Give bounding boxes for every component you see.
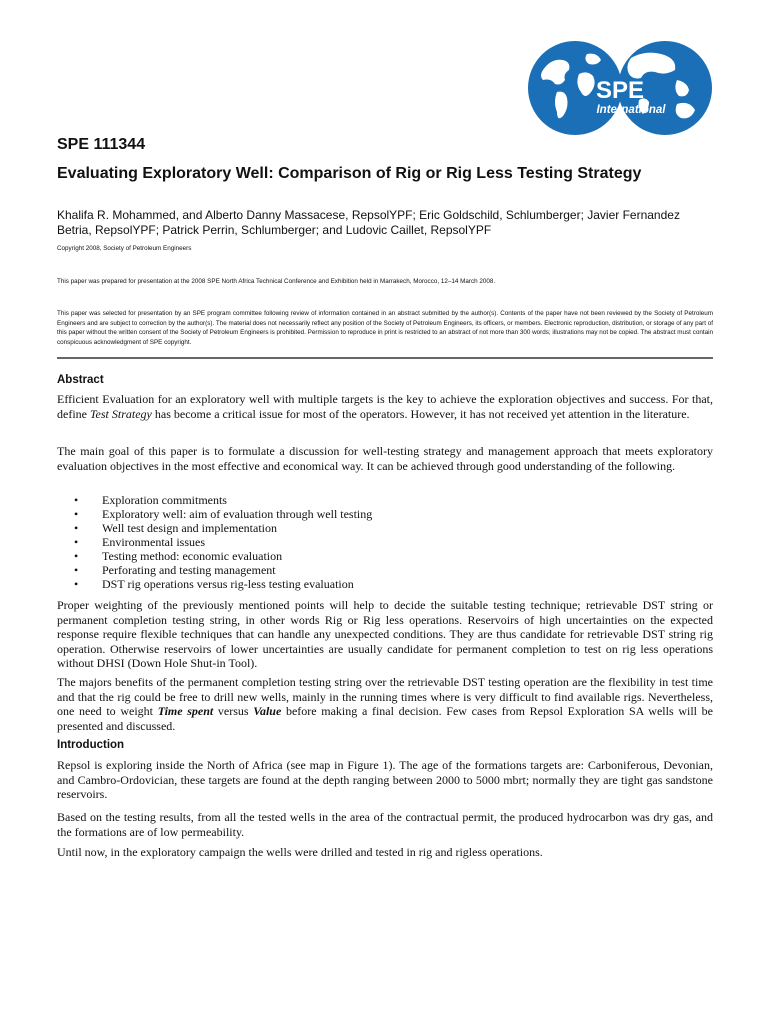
bullet-icon: •	[74, 549, 79, 563]
abstract-p4-text-e: before making a final decision. Few cases from Repsol Exploration SA wells will be presented and discussed.	[57, 704, 713, 733]
list-item	[70, 507, 372, 521]
abstract-paragraph-4	[57, 675, 713, 733]
list-item	[70, 563, 372, 577]
logo-spe-text: SPE	[595, 77, 645, 104]
abstract-heading: Abstract	[57, 374, 104, 386]
paper-title: Evaluating Exploratory Well: Comparison of Rig or Rig Less Testing Strategy	[57, 165, 642, 182]
list-item-text: Perforating and testing management	[102, 563, 276, 577]
abstract-paragraph-1	[57, 392, 713, 421]
spe-international-logo	[527, 40, 713, 136]
paper-number: SPE 111344	[57, 136, 146, 153]
list-item-text: Environmental issues	[102, 535, 205, 549]
bullet-icon: •	[74, 577, 79, 591]
bullet-icon: •	[74, 507, 79, 521]
presentation-notice: This paper was prepared for presentation at the 2008 SPE North Africa Technical Conference and Exhibition held in Marrakech, Morocco, 12–14 March 2008.	[57, 278, 496, 285]
introduction-paragraph-2: Based on the testing results, from all the tested wells in the area of the contractual permit, the produced hydrocarbon was dry gas, and the formations are of low permeability.	[57, 810, 713, 839]
abstract-bullet-list	[70, 493, 372, 591]
list-item	[70, 535, 372, 549]
list-item	[70, 493, 372, 507]
abstract-p1-text-a: Efficient Evaluation for an exploratory well with multiple targets is the key to achieve the exploration objectives and success. For that, define	[57, 392, 713, 421]
abstract-p1-text-b: has become a critical issue for most of the operators. However, it has not received yet attention in the literature.	[151, 406, 690, 421]
list-item-text: Exploration commitments	[102, 493, 227, 507]
list-item-text: Exploratory well: aim of evaluation through well testing	[102, 507, 373, 521]
list-item-text: Testing method: economic evaluation	[102, 549, 283, 563]
introduction-paragraph-3: Until now, in the exploratory campaign the wells were drilled and tested in rig and rigless operations.	[57, 845, 543, 859]
list-item-text: Well test design and implementation	[102, 521, 277, 535]
abstract-p4-text-c: versus	[213, 704, 254, 718]
selection-notice: This paper was selected for presentation by an SPE program committee following review of information contained in an abstract submitted by the author(s). Contents of the paper have not been reviewed by the Society of Petroleum Engineers and are subject to correction by the author(s). The material does not necessarily reflect any position of the Society of Petroleum Engineers, its officers, or members. Electronic reproduction, distribution, or storage of any part of this paper without the written consent of the Society of Petroleum Engineers is prohibited. Permission to reproduce in print is restricted to an abstract of not more than 300 words; illustrations may not be copied. The abstract must contain conspicuous acknowledgment of SPE copyright.	[57, 310, 713, 346]
bullet-icon: •	[74, 521, 79, 535]
bullet-icon: •	[74, 535, 79, 549]
test-strategy-term: Test Strategy	[89, 406, 152, 421]
logo-international-text: International	[596, 104, 666, 116]
copyright-notice: Copyright 2008, Society of Petroleum Engineers	[57, 245, 192, 252]
bullet-icon: •	[74, 563, 79, 577]
abstract-paragraph-2: The main goal of this paper is to formulate a discussion for well-testing strategy and management approach that meets exploratory evaluation objectives in the most effective and economical way. It can be achieved through good understanding of the following.	[57, 444, 713, 473]
abstract-paragraph-3: Proper weighting of the previously mentioned points will help to decide the suitable testing technique; retrievable DST string or permanent completion testing string, in other words Rig or Rig less operations. Reservoirs of high uncertainties on the expected response require flexible techniques that can handle any unexpected conditions. They are thus candidate for retrievable DST string rig operation. Otherwise reservoirs of lower uncertainties are usually candidate for permanent completion to test on rig less operations without DHSI (Down Hole Shut-in Tool).	[57, 598, 713, 670]
value-term: Value	[253, 704, 282, 718]
bullet-icon: •	[74, 493, 79, 507]
introduction-paragraph-1: Repsol is exploring inside the North of Africa (see map in Figure 1). The age of the formations targets are: Carboniferous, Devonian, and Cambro-Ordovician, these targets are found at the depth ranging between 2000 to 5000 mbrt; normally they are tight gas sandstone reservoirs.	[57, 758, 713, 801]
list-item	[70, 577, 372, 591]
list-item-text: DST rig operations versus rig-less testing evaluation	[102, 577, 354, 591]
header-divider	[57, 357, 713, 359]
list-item	[70, 521, 372, 535]
list-item	[70, 549, 372, 563]
abstract-p4-text-a: The majors benefits of the permanent completion testing string over the retrievable DST testing operation are the flexibility in test time and that the rig could be free to drill new wells, mainly in the running times where is very difficult to find available rigs. Nevertheless, one need to weight	[57, 675, 713, 718]
introduction-heading: Introduction	[57, 739, 125, 751]
time-spent-term: Time spent	[157, 704, 214, 718]
authors: Khalifa R. Mohammed, and Alberto Danny Massacese, RepsolYPF; Eric Goldschild, Schlumberger; Javier Fernandez Betria, RepsolYPF; Patrick Perrin, Schlumberger; and Ludovic Caillet, RepsolYPF	[57, 208, 680, 237]
